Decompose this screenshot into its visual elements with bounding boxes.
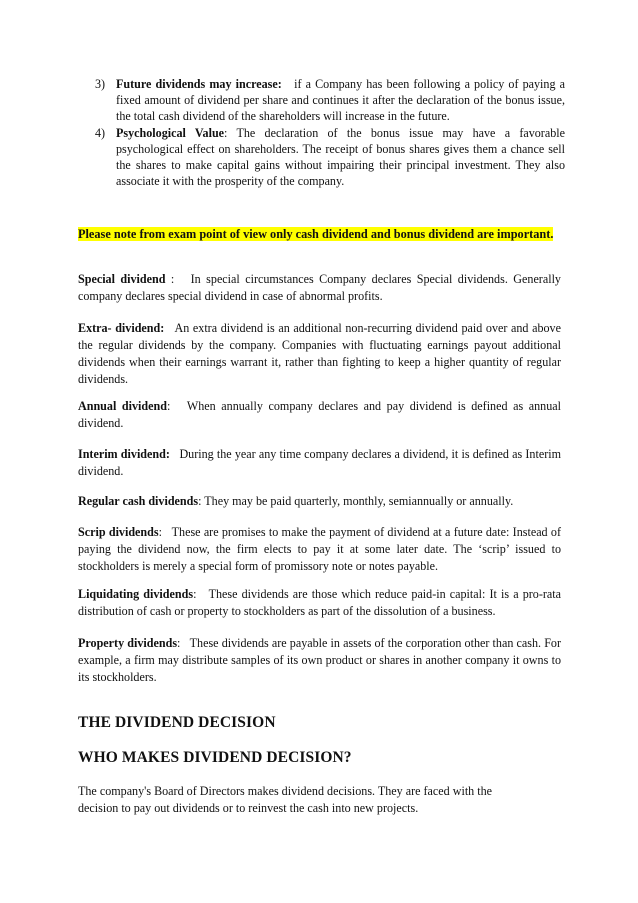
section-heading: THE DIVIDEND DECISION — [78, 714, 276, 731]
definition-separator: : — [193, 587, 197, 601]
definition-term: Regular cash dividends — [78, 494, 199, 508]
list-item-body: if a Company has been following a policy of paying a fixed amount of dividend per share and continues it after the declaration of the bonus issue, the total cash dividend of the shareholders will increase in the future. — [116, 77, 565, 123]
list-item-number: 3) — [95, 77, 106, 91]
definition-text: An extra dividend is an additional non-recurring dividend paid over and above the regular dividends by the company. Companies with fluctuating earnings payout additional dividends when their earnings warrant it, rather than fighting to keep a higher quantity of regular dividends. — [78, 321, 561, 386]
closing-paragraph: The company's Board of Directors makes dividend decisions. They are faced with the decision to pay out dividends or to reinvest the cash into new projects. — [78, 784, 493, 815]
list-item-title: Psychological Value — [116, 126, 225, 140]
definition-paragraph — [78, 446, 561, 480]
definition-term: Interim dividend: — [78, 447, 170, 461]
definition-paragraph — [78, 586, 561, 620]
list-item-number: 4) — [95, 126, 106, 140]
definition-text: When annually company declares and pay dividend is defined as annual dividend. — [78, 399, 561, 430]
definition-separator: : — [158, 525, 162, 539]
definition-text: These are promises to make the payment of dividend at a future date: Instead of paying the dividend now, the firm elects to pay it at some later date. The ‘scrip’ issued to stockholders is merely a special form of promissory note or notes payable. — [78, 525, 561, 573]
definition-paragraph — [78, 635, 561, 686]
definition-separator: : — [166, 399, 171, 413]
definition-term: Liquidating dividends — [78, 587, 194, 601]
definition-term: Property dividends — [78, 636, 178, 650]
exam-note — [78, 224, 561, 244]
definition-text: These dividends are payable in assets of the corporation other than cash. For example, a firm may distribute samples of its own product or shares in another company it owns to its stockholders. — [78, 636, 561, 684]
list-item-body: : The declaration of the bonus issue may have a favorable psychological effect on shareholders. The receipt of bonus shares gives them a chance sell the shares to make capital gains without impairing their principal investment. They also associate it with the prosperity of the company. — [116, 126, 565, 188]
definition-term: Special dividend — [78, 272, 166, 286]
definition-separator: : — [165, 272, 175, 286]
definition-separator: : — [198, 494, 202, 508]
definition-term: Annual dividend — [78, 399, 167, 413]
list-item-title: Future dividends may increase: — [116, 77, 282, 91]
numbered-list — [95, 76, 565, 189]
definition-text: They may be paid quarterly, monthly, semiannually or annually. — [204, 494, 514, 508]
definition-term: Scrip dividends — [78, 525, 159, 539]
definition-term: Extra- dividend: — [78, 321, 165, 335]
list-item — [95, 76, 565, 124]
section-heading: WHO MAKES DIVIDEND DECISION? — [78, 749, 352, 766]
definition-paragraph — [78, 398, 561, 432]
definition-paragraph — [78, 524, 561, 575]
highlighted-note-text: Please note from exam point of view only cash dividend and bonus dividend are important. — [78, 227, 554, 241]
definition-text: In special circumstances Company declares Special dividends. Generally company declares special dividend in case of abnormal profits. — [78, 272, 561, 303]
definition-text: These dividends are those which reduce paid-in capital: It is a pro-rata distribution of cash or property to stockholders as part of the dissolution of a business. — [78, 587, 561, 618]
definition-text: During the year any time company declares a dividend, it is defined as Interim dividend. — [78, 447, 562, 478]
definition-paragraph — [78, 271, 561, 305]
list-item — [95, 125, 565, 189]
definition-paragraph — [78, 320, 561, 388]
definition-paragraph — [78, 493, 561, 510]
definition-separator: : — [177, 636, 181, 650]
